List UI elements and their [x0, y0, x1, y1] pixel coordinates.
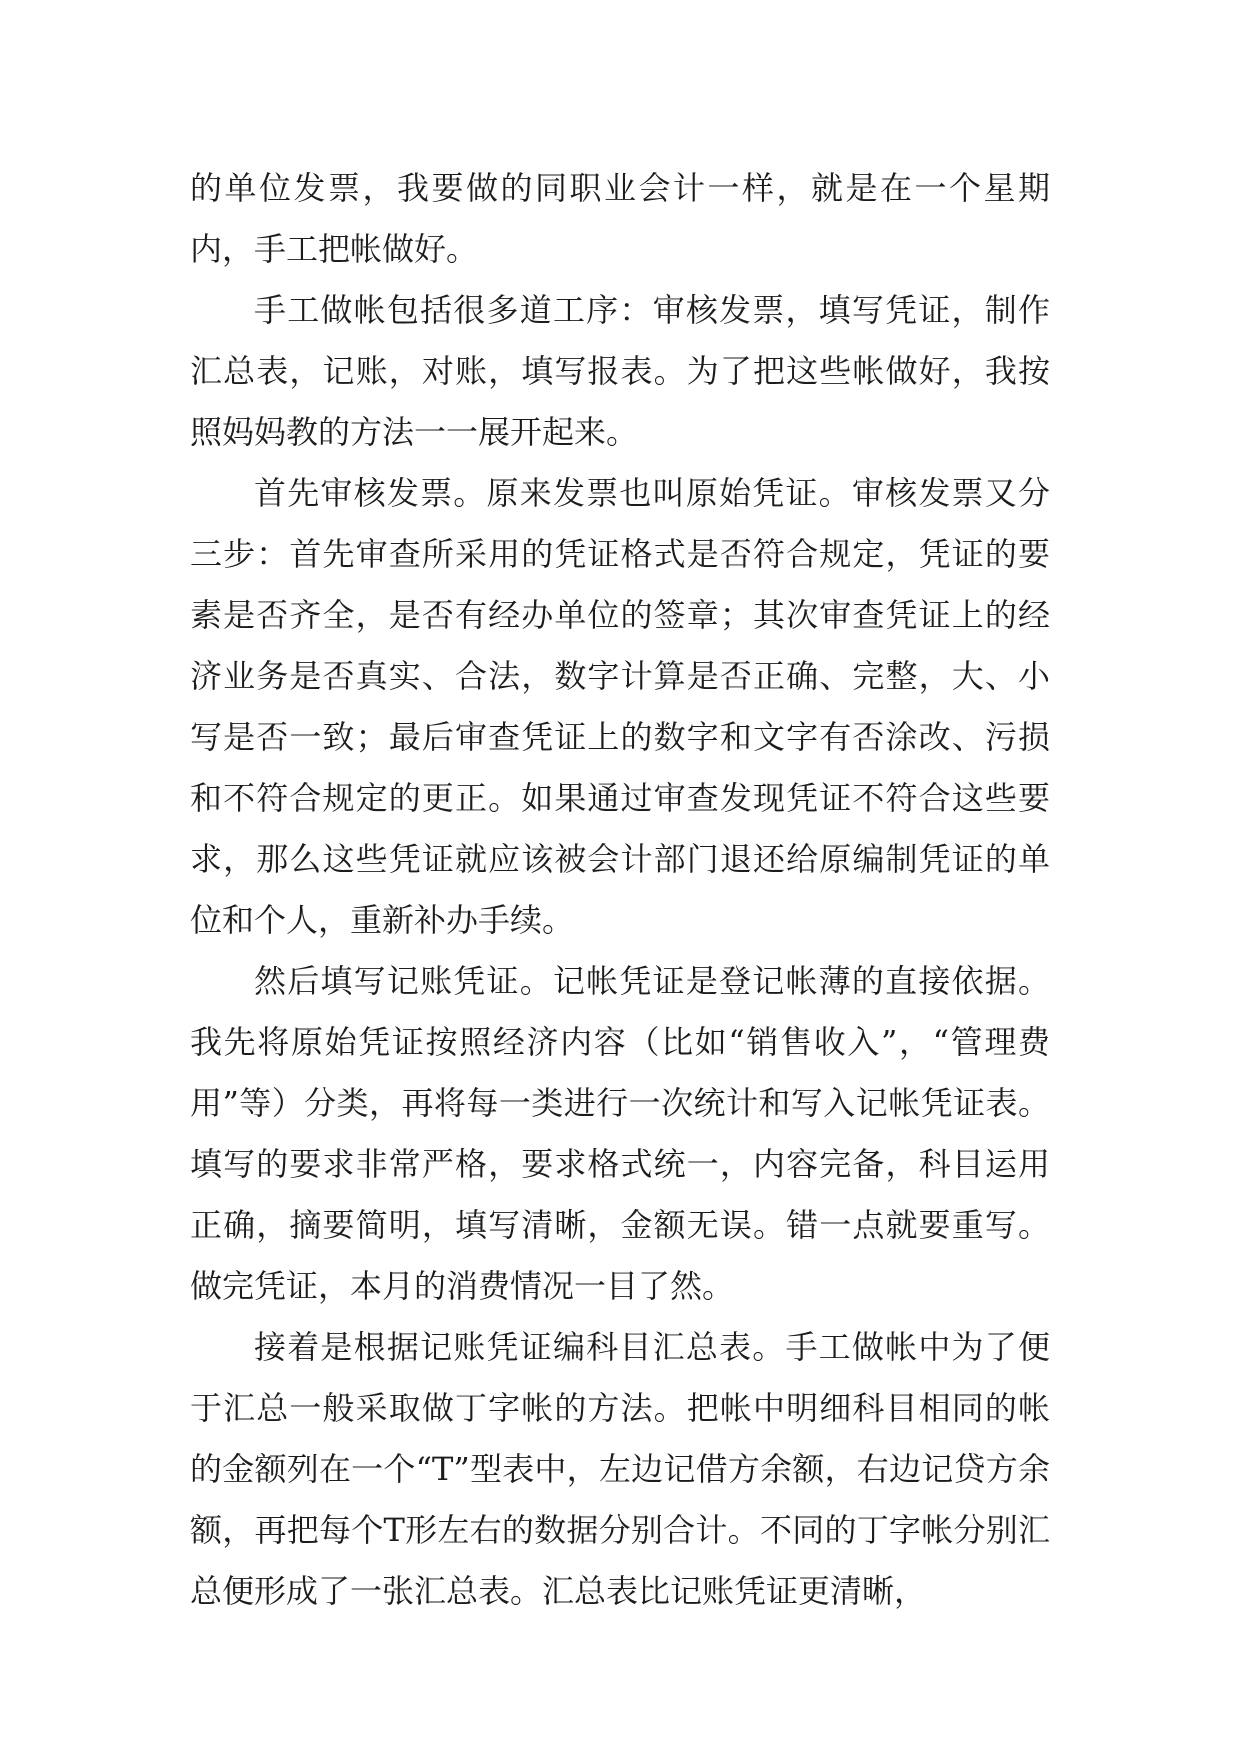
document-body: [190, 158, 1050, 1622]
paragraph-summary-table: 接着是根据记账凭证编科目汇总表。手工做帐中为了便于汇总一般采取做丁字帐的方法。把帐中明细科目相同的帐的金额列在一个“T”型表中，左边记借方余额，右边记贷方余额，再把每个T形左右的数据分别合计。不同的丁字帐分别汇总便形成了一张汇总表。汇总表比记账凭证更清晰，: [190, 1328, 1050, 1610]
paragraph-continuation: 的单位发票，我要做的同职业会计一样，就是在一个星期内，手工把帐做好。: [190, 169, 1050, 268]
paragraph-review-invoices: 首先审核发票。原来发票也叫原始凭证。审核发票又分三步：首先审查所采用的凭证格式是否符合规定，凭证的要素是否齐全，是否有经办单位的签章；其次审查凭证上的经济业务是否真实、合法，数字计算是否正确、完整，大、小写是否一致；最后审查凭证上的数字和文字有否涂改、污损和不符合规定的更正。如果通过审查发现凭证不符合这些要求，那么这些凭证就应该被会计部门退还给原编制凭证的单位和个人，重新补办手续。: [190, 474, 1050, 939]
paragraph-manual-bookkeeping: 手工做帐包括很多道工序：审核发票，填写凭证，制作汇总表，记账，对账，填写报表。为了把这些帐做好，我按照妈妈教的方法一一展开起来。: [190, 291, 1050, 451]
paragraph-fill-vouchers: 然后填写记账凭证。记帐凭证是登记帐薄的直接依据。我先将原始凭证按照经济内容（比如“销售收入”，“管理费用”等）分类，再将每一类进行一次统计和写入记帐凭证表。填写的要求非常严格，要求格式统一，内容完备，科目运用正确，摘要简明，填写清晰，金额无误。错一点就要重写。做完凭证，本月的消费情况一目了然。: [190, 962, 1050, 1305]
